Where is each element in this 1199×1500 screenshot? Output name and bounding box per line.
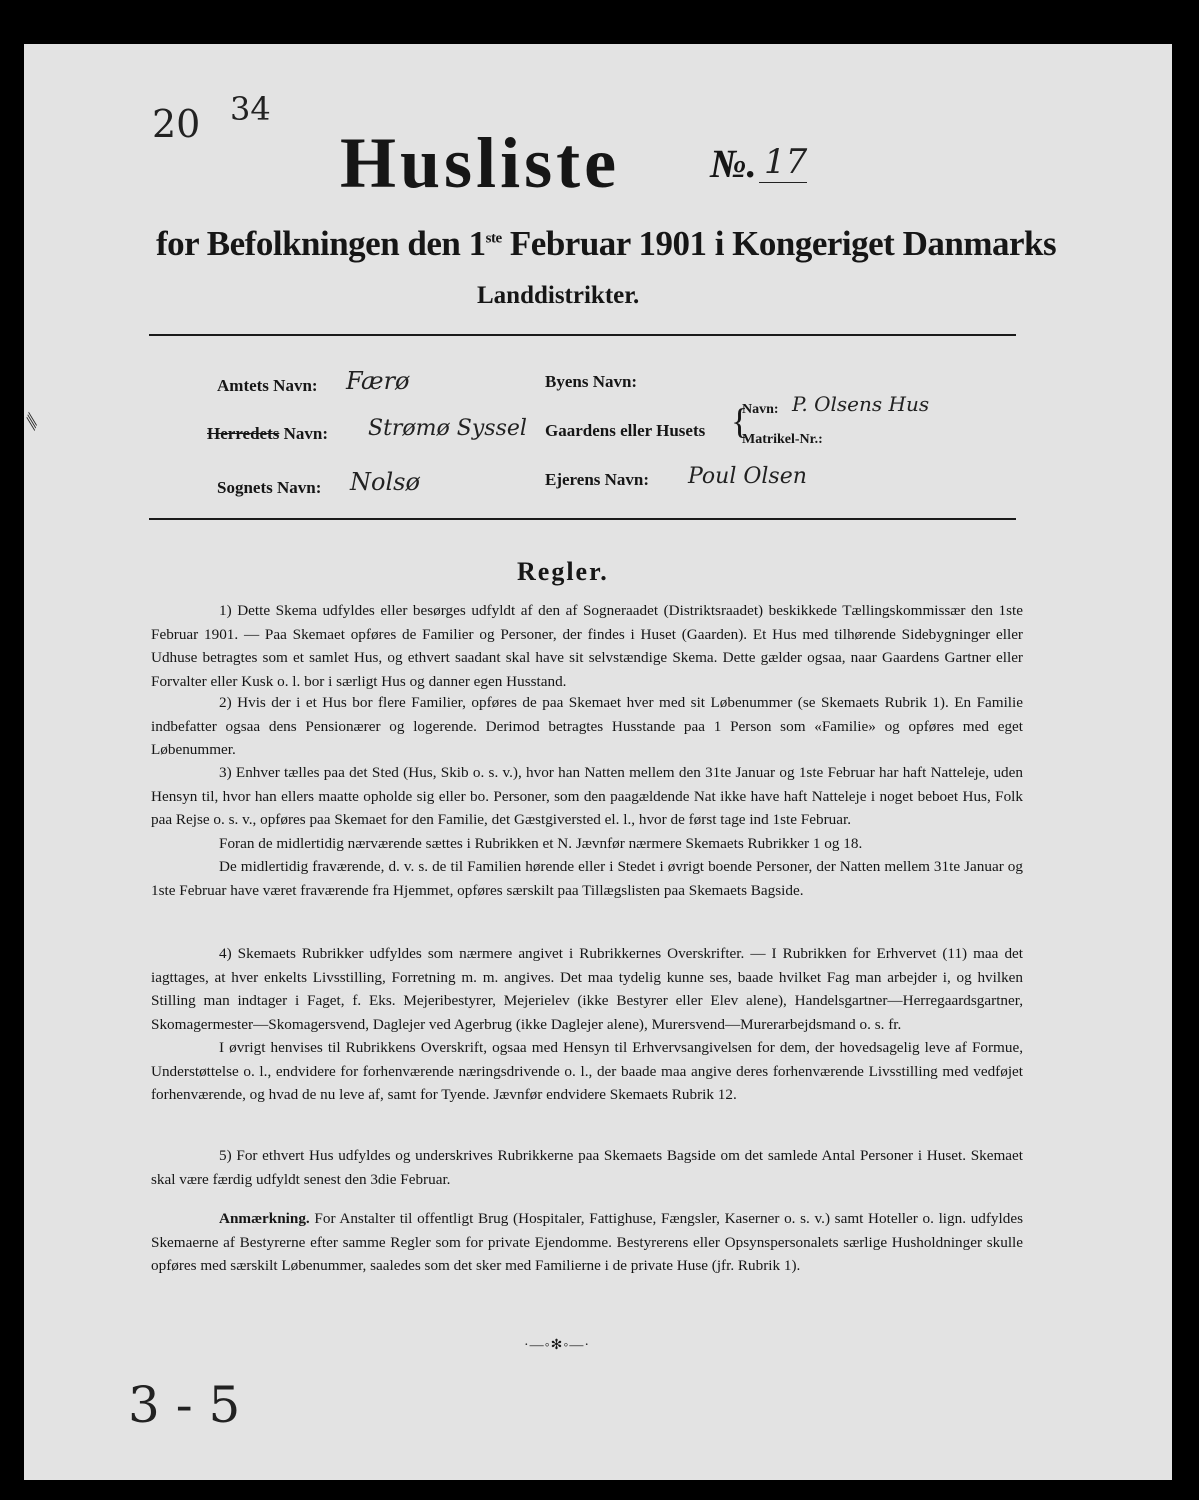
form-subtitle — [156, 224, 1056, 264]
rule-4-text-b: I øvrigt henvises til Rubrikkens Overskrift, ogsaa med Hensyn til Erhvervsangivelsen for dem, der hovedsagelig leve af Formue, Understøttelse o. l., endvidere for forhenværende næringsdrivende o. l., der baade maa angive deres forhenværende Livsstilling med vedføjet forhenværende, og hvad de nu leve af, samt for Tyende. Jævnfør endvidere Skemaets Rubrik 12. — [151, 1039, 1023, 1103]
annotation-body: For Anstalter til offentligt Brug (Hospitaler, Fattighuse, Fængsler, Kaserner o. s. v.) samt Hoteller o. lign. udfyldes Skemaerne af Bestyrerne efter samme Regler som for private Ejendomme. Bestyrerens eller Opsynspersonalets særlige Husholdninger skulle opføres med særskilt Løbenummer, saaledes som det sker med Familierne i de private Huse (jfr. Rubrik 1). — [151, 1210, 1023, 1274]
subtitle-pre: for Befolkningen den 1 — [156, 224, 486, 263]
form-number-line — [759, 182, 807, 183]
gaard-label: Gaardens eller Husets — [545, 421, 706, 440]
rule-3 — [151, 761, 1023, 902]
sogn-label: Sognets Navn: — [217, 478, 322, 497]
corner-number-right: 34 — [230, 90, 271, 128]
rule-5-text: 5) For ethvert Hus udfyldes og underskrives Rubrikkerne paa Skemaets Bagside om det samlede Antal Personer i Huset. Skemaet skal være færdig udfyldt senest den 3die Februar. — [151, 1147, 1023, 1188]
sogn-value: Nolsø — [350, 468, 420, 496]
herred-label — [207, 424, 328, 444]
rule-1 — [151, 599, 1023, 693]
annotation — [151, 1207, 1023, 1278]
margin-mark: ⁄⁄⁄ — [21, 414, 43, 429]
subtitle-sup: ste — [485, 230, 502, 247]
ornament: ·—◦✻◦—· — [524, 1338, 590, 1353]
top-rule — [149, 334, 1016, 336]
rule-2-text: 2) Hvis der i et Hus bor flere Familier, opføres de paa Skemaet hver med sit Løbenummer (se Skemaets Rubrik 1). En Familie indbefatter ogsaa dens Pensionærer og logerende. Derimod betragtes Husstande paa 1 Person som «Familie» og opføres med eget Løbenummer. — [151, 694, 1023, 758]
amt-label: Amtets Navn: — [217, 376, 318, 395]
regler-heading: Regler. — [517, 557, 609, 586]
middle-rule — [149, 518, 1016, 520]
rule-5 — [151, 1144, 1023, 1191]
rule-3-text-a: 3) Enhver tælles paa det Sted (Hus, Skib o. s. v.), hvor han Natten mellem den 31te Januar og 1ste Februar har haft Natteleje, uden Hensyn til, hvor han ellers maatte opholde sig eller bo. Personer, som den paagældende Nat ikke have haft Natteleje i noget beboet Hus, Folk paa Rejse o. s. v., opføres paa Skemaet for den Familie, det Gæstgiversted el. l., hvor de først tage ind 1ste Februar. — [151, 764, 1023, 828]
navn-label: Navn: — [742, 402, 779, 417]
herred-value: Strømø Syssel — [368, 416, 527, 441]
corner-number-left: 20 — [152, 102, 201, 146]
ejer-label: Ejerens Navn: — [545, 470, 650, 489]
rule-4 — [151, 942, 1023, 1107]
rule-4-text-a: 4) Skemaets Rubrikker udfyldes som nærmere angivet i Rubrikkernes Overskrifter. — I Rubrikken for Erhvervet (11) maa det iagttages, at hver enkelts Livsstilling, Forretning m. m. angives. Det maa tydelig kunne ses, baade hvilket Fag man arbejder i, og hvilken Stilling man indtager i Faget, f. Eks. Mejeribestyrer, Mejerielev (ikke Bestyrer eller Elev alene), Handelsgartner—Herregaardsgartner, Skomagermester—Skomagersvend, Daglejer ved Agerbrug (ikke Daglejer alene), Murersvend—Murerarbejdsmand o. s. fr. — [151, 945, 1023, 1033]
rule-3-text-c: De midlertidig fraværende, d. v. s. de til Familien hørende eller i Stedet i øvrigt boende Personer, der Natten mellem 31te Januar og 1ste Februar have været fraværende fra Hjemmet, opføres særskilt paa Tillægslisten paa Skemaets Bagside. — [151, 858, 1023, 899]
ejer-value: Poul Olsen — [688, 464, 807, 489]
rule-1-text: 1) Dette Skema udfyldes eller besørges udfyldt af den af Sogneraadet (Distriktsraadet) beskikkede Tællingskommissær den 1ste Februar 1901. — Paa Skemaet opføres de Familier og Personer, der findes i Huset (Gaarden). Et Hus med tilhørende Sidebygninger eller Udhuse betragtes som et samlet Hus, og ethvert saadant skal have sit selvstændige Skema. Dette gælder ogsaa, naar Gaardens Gartner eller Forvalter eller Kusk o. l. bor i særligt Hus og danner egen Husstand. — [151, 602, 1023, 690]
navn-value: P. Olsens Hus — [792, 392, 930, 416]
matrikel-label: Matrikel-Nr.: — [742, 432, 823, 447]
rule-3-text-b: Foran de midlertidig nærværende sættes i Rubrikken et N. Jævnfør nærmere Skemaets Rubrikker 1 og 18. — [219, 834, 863, 852]
form-title: Husliste — [340, 123, 621, 203]
herred-navn: Navn: — [283, 424, 329, 443]
rule-2 — [151, 691, 1023, 762]
district-heading: Landdistrikter. — [477, 282, 640, 309]
annotation-text — [151, 1207, 1023, 1278]
amt-value: Færø — [346, 367, 410, 395]
bottom-handwriting: 3 - 5 — [128, 1376, 241, 1434]
form-number-value: 17 — [764, 142, 808, 182]
annotation-label: Anmærkning. — [219, 1210, 310, 1227]
gaard-brace: { — [731, 401, 749, 441]
form-number-label: №. — [710, 141, 757, 186]
census-form-page — [21, 44, 1172, 1480]
by-label: Byens Navn: — [545, 372, 638, 391]
herred-struck: Herredets — [207, 424, 280, 443]
subtitle-post: Februar 1901 i Kongeriget Danmarks — [501, 224, 1057, 263]
